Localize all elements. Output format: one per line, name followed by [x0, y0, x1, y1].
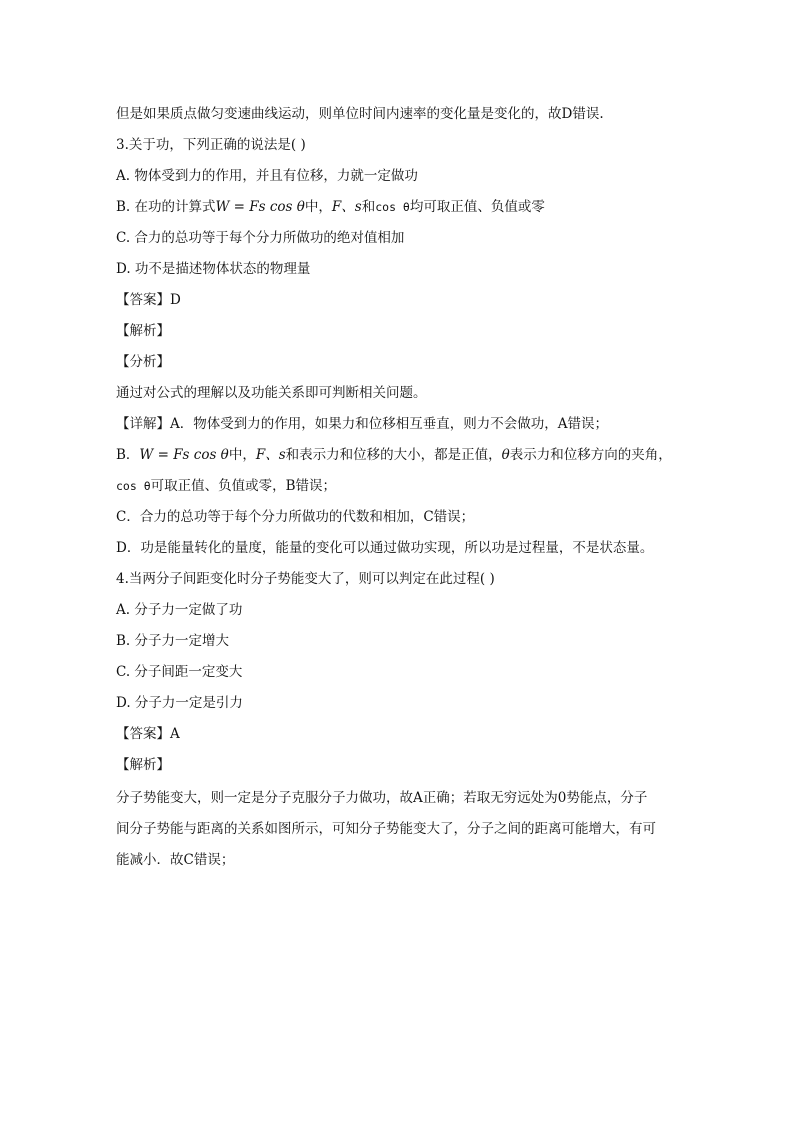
q4-option-a: A. 分子力一定做了功 — [116, 602, 243, 618]
detail-b-cos: cos θ — [116, 479, 151, 493]
detail-b-formula: W = Fs cos θ — [139, 447, 229, 463]
detail-b-mid2: 和表示力和位移的大小，都是正值， — [285, 447, 502, 463]
q3-fenxi-text: 通过对公式的理解以及功能关系即可判断相关问题。 — [116, 385, 427, 401]
q3-b-formula: W = Fs cos θ — [215, 199, 305, 215]
q3-analysis-heading: 【解析】 — [116, 323, 170, 339]
q3-detail-b — [116, 445, 696, 465]
question-4-stem: 4.当两分子间距变化时分子势能变大了，则可以判定在此过程( ) — [116, 571, 495, 587]
detail-b-mid: 中， — [228, 447, 256, 463]
q3-fenxi-heading: 【分析】 — [116, 354, 170, 370]
q3-b-prefix: B. 在功的计算式 — [116, 199, 216, 215]
question-3-stem: 3.关于功，下列正确的说法是( ) — [116, 137, 306, 153]
detail-b-vars: F、s — [255, 447, 286, 463]
text-line-1: 但是如果质点做匀变速曲线运动，则单位时间内速率的变化量是变化的，故D错误. — [116, 106, 604, 122]
q3-detail-b-cont — [116, 476, 696, 496]
q3-detail-d: D．功是能量转化的量度，能量的变化可以通过做功实现，所以功是过程量，不是状态量。 — [116, 540, 654, 556]
q4-analysis-line-1: 分子势能变大，则一定是分子克服分子力做功，故A正确；若取无穷远处为0势能点，分子 — [116, 790, 648, 806]
q3-b-cos: cos θ — [375, 200, 410, 214]
detail-b-prefix: B． — [116, 447, 140, 463]
detail-b-line2-suffix: 可取正值、负值或零，B错误； — [150, 478, 337, 494]
q4-analysis-line-3: 能减小．故C错误； — [116, 852, 235, 868]
q3-detail-a: 【详解】A．物体受到力的作用，如果力和位移相互垂直，则力不会做功，A错误； — [116, 416, 608, 432]
q4-option-c: C. 分子间距一定变大 — [116, 664, 243, 680]
q4-analysis-heading: 【解析】 — [116, 757, 170, 773]
q3-option-b — [116, 197, 696, 217]
q4-option-b: B. 分子力一定增大 — [116, 633, 230, 649]
q3-option-a: A. 物体受到力的作用，并且有位移，力就一定做功 — [116, 168, 418, 184]
q4-analysis-line-2: 间分子势能与距离的关系如图所示，可知分子势能变大了，分子之间的距离可能增大，有可 — [116, 821, 656, 837]
q3-b-vars: F、s — [331, 199, 362, 215]
q3-option-c: C. 合力的总功等于每个分力所做功的绝对值相加 — [116, 230, 405, 246]
detail-b-theta: θ — [501, 447, 510, 463]
q4-answer: 【答案】A — [116, 726, 180, 742]
q3-b-suffix: 均可取正值、负值或零 — [409, 199, 545, 215]
q3-b-mid2: 和 — [361, 199, 376, 215]
q4-option-d: D. 分子力一定是引力 — [116, 695, 243, 711]
detail-b-suffix: 表示力和位移方向的夹角， — [509, 447, 672, 463]
q3-answer: 【答案】D — [116, 292, 181, 308]
q3-detail-c: C．合力的总功等于每个分力所做功的代数和相加，C错误； — [116, 509, 475, 525]
q3-option-d: D. 功不是描述物体状态的物理量 — [116, 261, 311, 277]
q3-b-mid: 中， — [304, 199, 332, 215]
